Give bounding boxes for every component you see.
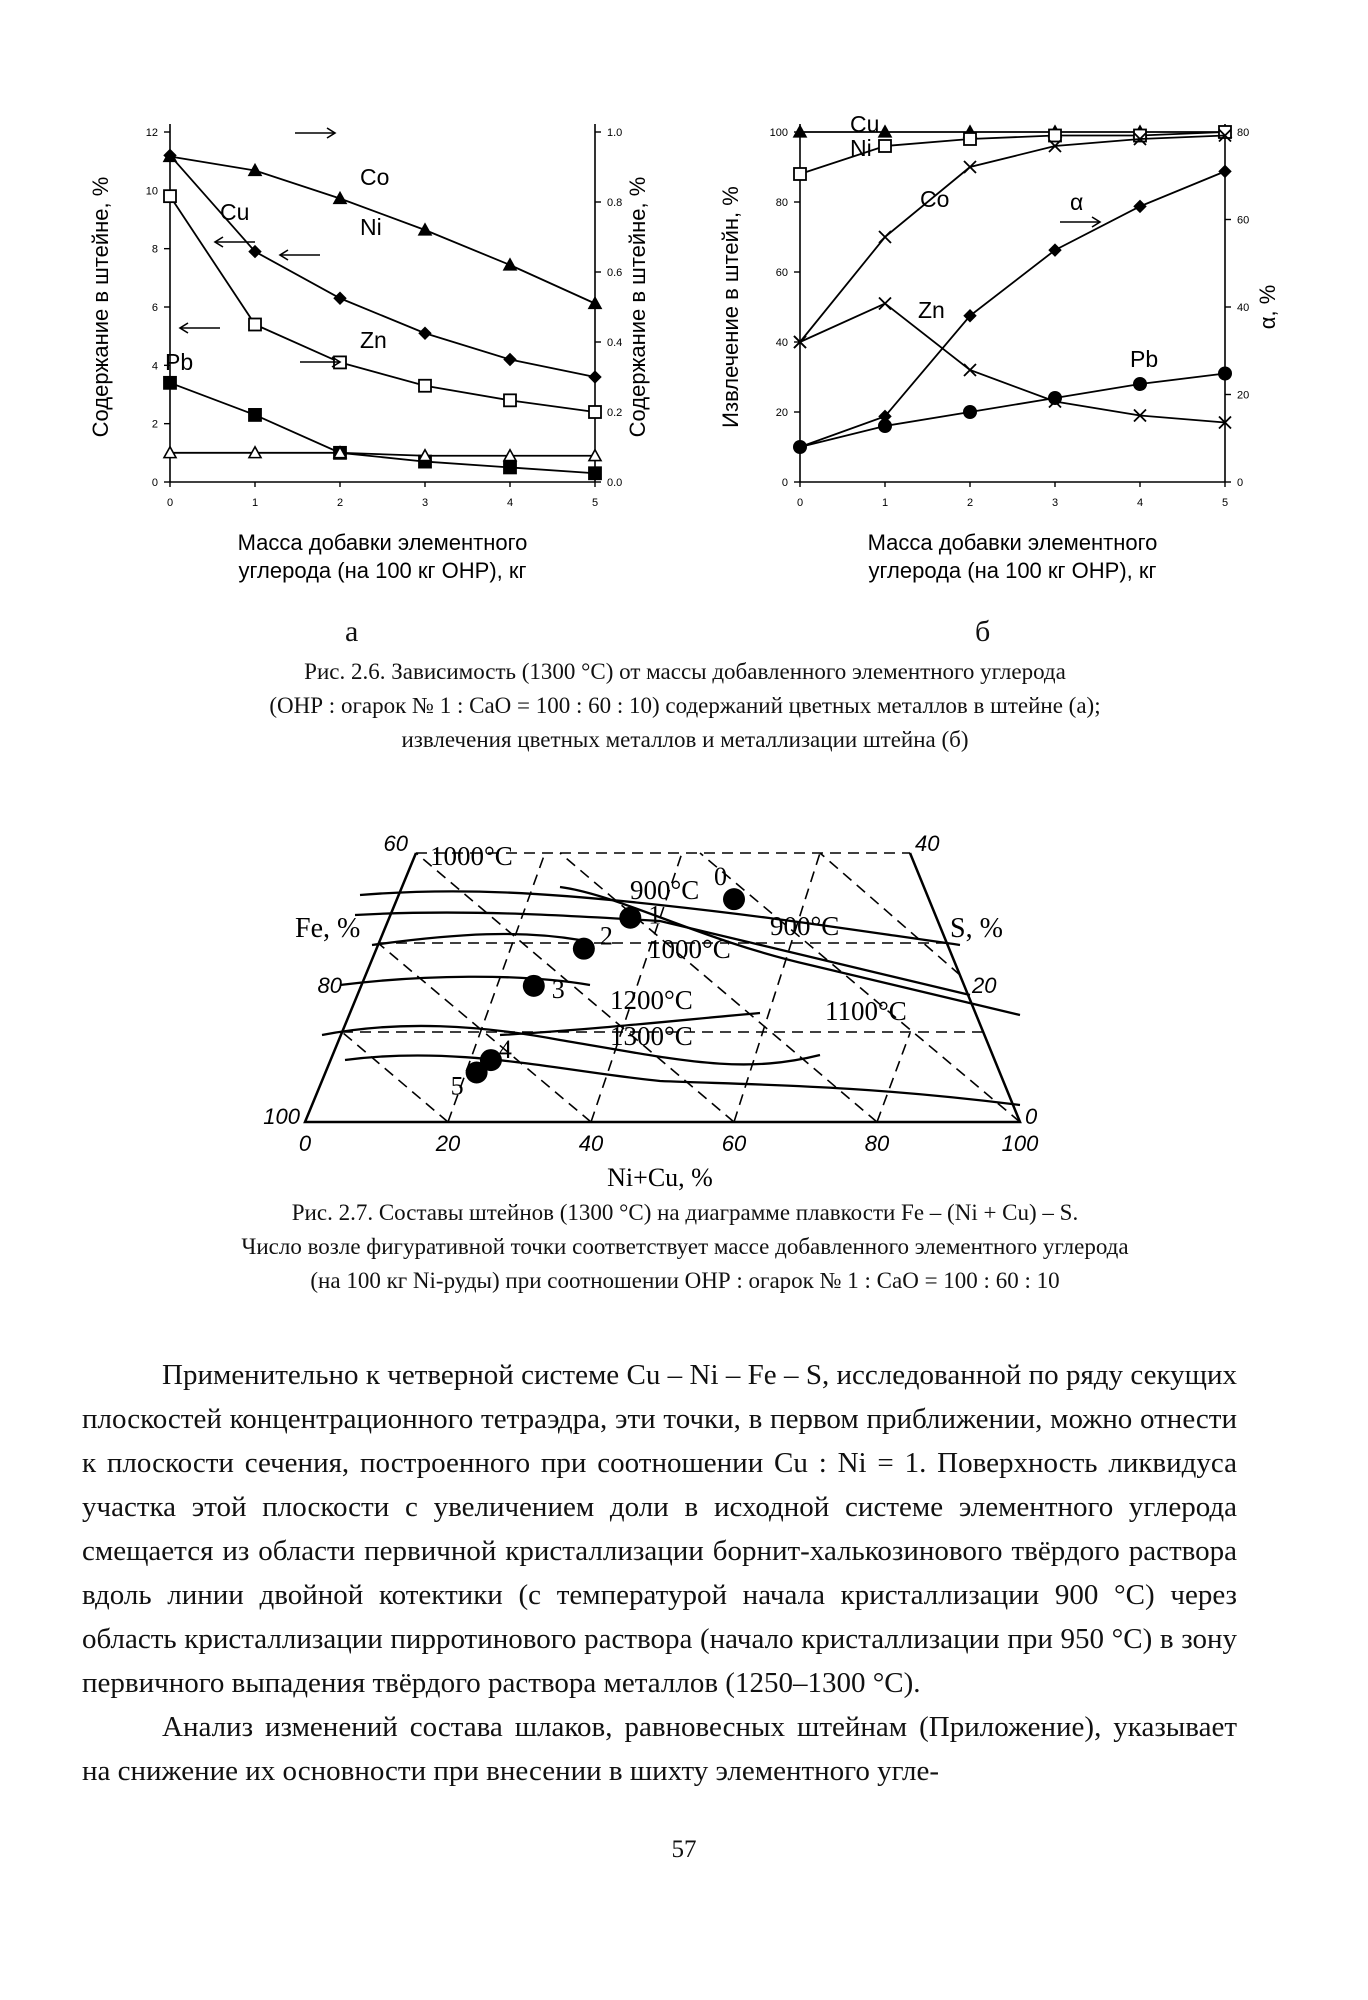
series-line <box>170 453 595 456</box>
left-tick-label: 100 <box>263 1104 300 1129</box>
data-point <box>879 140 891 152</box>
x-tick-label: 0 <box>796 497 804 509</box>
y-tick-label: 20 <box>775 407 788 419</box>
x-tick-label: 5 <box>1221 497 1229 509</box>
panel-b-label: б <box>975 615 991 648</box>
series-line <box>800 374 1225 448</box>
data-point <box>1134 200 1146 212</box>
series-label: Ni <box>850 135 872 161</box>
y-tick-label: 6 <box>151 302 158 314</box>
y-tick-label: 8 <box>151 243 158 256</box>
data-point <box>878 419 892 433</box>
series-label: Pb <box>1130 346 1159 372</box>
point-label: 1 <box>648 900 662 930</box>
point-label: 0 <box>714 862 727 892</box>
data-point <box>964 364 976 376</box>
data-point <box>164 377 176 389</box>
fe-axis-label: Fe, % <box>295 913 361 944</box>
right-tick-label: 40 <box>915 831 940 856</box>
x-axis-title: Масса добавки элементного <box>237 530 528 555</box>
data-point <box>964 161 976 173</box>
data-point <box>1049 130 1061 142</box>
y-tick-label: 100 <box>769 127 788 139</box>
right-y-tick-label: 0 <box>1237 477 1244 489</box>
page-number: 57 <box>671 1836 697 1863</box>
y-tick-label: 2 <box>151 418 158 431</box>
isotherm-label: 1000°C <box>430 841 513 871</box>
chart-panel-b <box>700 110 1280 610</box>
data-point <box>963 405 977 419</box>
series-line <box>800 136 1225 343</box>
right-y-tick-label: 1.0 <box>607 127 623 139</box>
y-tick-label: 0 <box>781 477 788 489</box>
ternary-diagram <box>260 831 1110 1195</box>
data-point <box>419 380 431 392</box>
bottom-tick-label: 20 <box>435 1131 461 1156</box>
x-tick-label: 1 <box>251 497 259 509</box>
y-tick-label: 60 <box>775 267 788 279</box>
series-label: Cu <box>220 199 250 225</box>
series-Pb <box>164 447 601 461</box>
point-label: 4 <box>498 1035 512 1065</box>
data-point <box>879 298 891 310</box>
caption-line: Число возле фигуративной точки соответствует массе добавленного элементного углерода <box>241 1234 1129 1259</box>
data-point <box>879 231 891 243</box>
direction-arrow <box>300 357 340 367</box>
x-tick-label: 3 <box>1051 497 1059 509</box>
series-line <box>170 383 595 473</box>
bottom-tick-label: 60 <box>721 1131 747 1156</box>
figure-2-6-caption <box>120 655 1250 757</box>
isotherm-label: 1300°C <box>610 1021 693 1051</box>
data-point <box>589 298 601 309</box>
x-tick-label: 2 <box>966 497 974 509</box>
direction-arrow <box>1060 217 1100 227</box>
isotherm-label: 900°C <box>630 875 700 905</box>
right-y-tick-label: 20 <box>1237 389 1250 402</box>
right-y-tick-label: 0.2 <box>607 407 623 419</box>
data-point <box>334 292 346 304</box>
bottom-tick-label: 0 <box>298 1131 312 1156</box>
data-point <box>1048 391 1062 405</box>
right-tick-label: 0 <box>1025 1104 1038 1129</box>
figurative-point <box>723 888 745 910</box>
series-label: Ni <box>360 214 382 240</box>
bottom-tick-label: 80 <box>864 1131 890 1156</box>
caption-line: Рис. 2.7. Составы штейнов (1300 °C) на диаграмме плавкости Fe – (Ni + Cu) – S. <box>291 1200 1079 1225</box>
data-point <box>164 190 176 202</box>
data-point <box>504 354 516 366</box>
data-point <box>249 409 261 421</box>
y-tick-label: 40 <box>775 337 788 349</box>
isotherm-label: 1100°C <box>825 996 907 1026</box>
series-Zn <box>794 298 1231 429</box>
figurative-point <box>523 975 545 997</box>
right-y-tick-label: 0.4 <box>607 337 623 349</box>
x-axis-title: углерода (на 100 кг ОНР), кг <box>238 558 527 583</box>
y-axis-title-right: Содержание в штейне, % <box>625 176 650 438</box>
series-label: Zn <box>918 297 945 323</box>
x-tick-label: 1 <box>881 497 889 509</box>
y-tick-label: 80 <box>775 197 788 209</box>
data-point <box>419 327 431 339</box>
caption-line: извлечения цветных металлов и металлизации штейна (б) <box>401 727 969 752</box>
direction-arrow <box>280 250 320 260</box>
caption-line: (на 100 кг Ni-руды) при соотношении ОНР : огарок № 1 : CaO = 100 : 60 : 10 <box>310 1268 1060 1293</box>
point-label: 3 <box>551 974 565 1004</box>
point-label: 5 <box>450 1071 464 1101</box>
right-y-tick-label: 40 <box>1237 302 1250 314</box>
isotherm-label: 900°C <box>770 911 840 941</box>
data-point <box>504 259 516 270</box>
data-point <box>793 440 807 454</box>
direction-arrow <box>295 128 335 138</box>
y-tick-label: 12 <box>145 127 158 139</box>
series-Zn <box>164 377 601 479</box>
data-point <box>504 394 516 406</box>
right-y-tick-label: 60 <box>1237 214 1250 227</box>
x-tick-label: 0 <box>166 497 174 509</box>
right-tick-label: 20 <box>972 973 997 998</box>
x-axis-title: углерода (на 100 кг ОНР), кг <box>868 558 1157 583</box>
right-y-tick-label: 0.6 <box>607 267 623 279</box>
series-Pb <box>793 367 1232 455</box>
x-tick-label: 5 <box>591 497 599 509</box>
series-label: Co <box>360 164 390 190</box>
data-point <box>964 133 976 145</box>
paragraph: Анализ изменений состава шлаков, равновесных штейнам (Приложение), указывает на снижение их основности при внесении в шихту элементного угле- <box>82 1711 1237 1787</box>
caption-line: Рис. 2.6. Зависимость (1300 °C) от массы добавленного элементного углерода <box>304 659 1066 684</box>
y-axis-title-left: Содержание в штейне, % <box>88 176 113 438</box>
paragraph: Применительно к четверной системе Cu – Ni – Fe – S, исследованной по ряду секущих плоскостей концентрационного тетраэдра, эти точки, в первом приближении, можно отнести к плоскости сечения, построенного при соотношении Cu : Ni = 1. Поверхность ликвидуса участка этой плоскости с увеличением доли в исходной системе элементного углерода смещается из области первичной кристаллизации борнит-халькозинового твёрдого раствора вдоль линии двойной котектики (с температурой начала кристаллизации 900 °C) через область кристаллизации пирротинового раствора (начало кристаллизации при 950 °C) в зону первичного выпадения твёрдого раствора металлов (1250–1300 °C). <box>82 1359 1237 1699</box>
y-tick-label: 10 <box>145 185 158 198</box>
series-label: α <box>1070 189 1084 215</box>
data-point <box>1218 367 1232 381</box>
figurative-point <box>466 1061 488 1083</box>
isotherm-label: 1000°C <box>648 934 731 964</box>
s-axis-label: S, % <box>950 913 1003 944</box>
data-point <box>1219 165 1231 177</box>
data-point <box>504 461 516 473</box>
chart-panel-a <box>70 110 650 610</box>
x-tick-label: 2 <box>336 497 344 509</box>
direction-arrow <box>180 323 220 333</box>
isotherm-label: 1200°C <box>610 985 693 1015</box>
data-point <box>249 319 261 331</box>
series-α <box>794 165 1231 453</box>
figure-2-7-caption <box>120 1196 1250 1298</box>
panel-a-label: а <box>345 615 359 648</box>
y-tick-label: 0 <box>151 477 158 489</box>
bottom-tick-label: 100 <box>1001 1131 1039 1156</box>
right-y-tick-label: 0.0 <box>607 477 623 489</box>
body-text <box>82 1353 1237 1793</box>
y-tick-label: 4 <box>151 360 158 373</box>
data-point <box>589 467 601 479</box>
data-point <box>1133 377 1147 391</box>
series-label: Zn <box>360 327 387 353</box>
data-point <box>589 371 601 383</box>
y-axis-title-left: Извлечение в штейн, % <box>718 186 743 428</box>
data-point <box>794 168 806 180</box>
left-tick-label: 60 <box>383 831 408 856</box>
x-tick-label: 4 <box>1136 497 1144 509</box>
ni-cu-axis-label: Ni+Cu, % <box>607 1163 713 1192</box>
series-label: Pb <box>165 349 194 375</box>
series-label: Cu <box>850 111 880 137</box>
data-point <box>589 406 601 418</box>
bottom-tick-label: 40 <box>578 1131 604 1156</box>
right-y-tick-label: 0.8 <box>607 197 623 209</box>
x-tick-label: 3 <box>421 497 429 509</box>
x-axis-title: Масса добавки элементного <box>867 530 1158 555</box>
x-tick-label: 4 <box>506 497 514 509</box>
series-label: Co <box>920 186 950 212</box>
left-tick-label: 80 <box>317 973 342 998</box>
right-y-tick-label: 80 <box>1237 127 1250 139</box>
caption-line: (ОНР : огарок № 1 : CaO = 100 : 60 : 10) содержаний цветных металлов в штейне (а); <box>269 693 1101 718</box>
point-label: 2 <box>599 921 613 951</box>
figurative-point <box>619 907 641 929</box>
figurative-point <box>573 938 595 960</box>
y-axis-title-right: α, % <box>1255 284 1280 330</box>
